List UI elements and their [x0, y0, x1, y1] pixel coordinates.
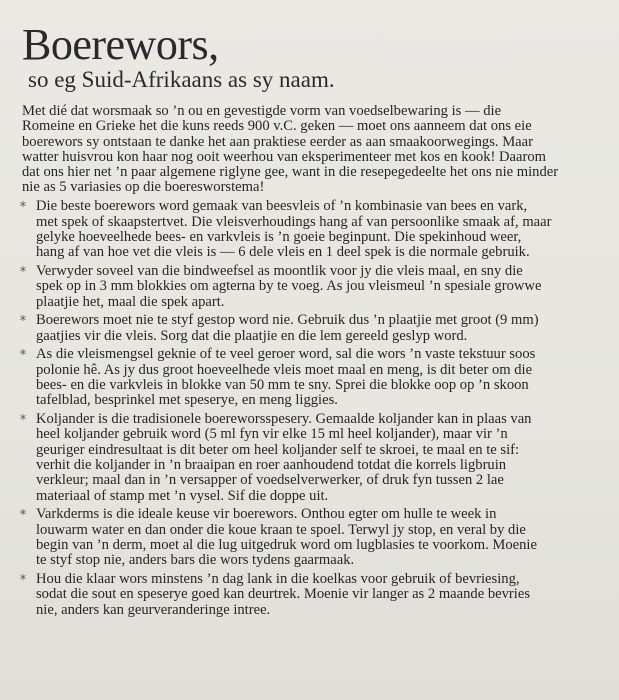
tip-line: begin van ’n derm, moet al die lug uitgedruk word om lugblasies te voorkom. Moenie — [36, 537, 537, 554]
page-subtitle: so eg Suid-Afrikaans as sy naam. — [28, 67, 335, 92]
tip-line: spek op in 3 mm blokkies om agterna by te voeg. As jou vleismeul ’n spesiale growwe — [36, 278, 542, 295]
tip-line: Boerewors moet nie te styf gestop word nie. Gebruik dus ’n plaatjie met groot (9 mm) — [36, 312, 539, 329]
tip-line: louwarm water en dan onder die koue kraan te spoel. Terwyl jy stop, en veral by die — [36, 521, 526, 538]
article-body — [16, 104, 596, 618]
tip-meat-selection — [16, 199, 596, 260]
tip-line: sodat die sout en speserye goed kan deurtrek. Moenie vir langer as 2 maande bevries — [36, 586, 530, 603]
tip-line: bees- en die varkvleis in blokke van 50 mm te sny. Sprei die blokke oop op ’n skoon — [36, 377, 529, 394]
intro-line: nie as 5 variasies op die boeresworstema! — [22, 179, 265, 196]
tip-stuffing — [16, 313, 596, 344]
intro-line: boerewors sy ontstaan te danke het aan praktiese eerder as aan smaakoorwegings. Maar — [22, 133, 533, 150]
tip-line: hang af van hoe vet die vleis is — 6 dele vleis en 1 deel spek is die normale gebruik. — [36, 244, 530, 261]
tip-line: gelyke hoeveelhede bees- en varkvleis is ’n goeie beginpunt. Die spekinhoud weer, — [36, 228, 522, 245]
intro-line: Met dié dat worsmaak so ’n ou en gevestigde vorm van voedselbewaring is — die — [22, 103, 502, 119]
bullet-icon: * — [19, 413, 27, 429]
tip-line: tafelblad, besprinkel met speserye, en meng liggies. — [36, 392, 338, 409]
tip-line: te styf stop nie, anders bars die wors tydens gaarmaak. — [36, 552, 355, 569]
bullet-icon: * — [19, 200, 27, 216]
bullet-icon: * — [19, 314, 27, 330]
intro-paragraph — [16, 104, 596, 196]
tip-casings — [16, 507, 596, 568]
page-title: Boerewors, — [22, 20, 219, 69]
tip-line: met spek of skaapstertvet. Die vleisverhoudings hang af van persoonlike smaak af, maar — [36, 213, 552, 230]
intro-line: dat ons hier net ’n paar algemene riglyne gee, want in die resepegedeelte het ons nie minder — [22, 164, 559, 181]
tip-line: polonie hê. As jy dus groot hoeveelhede vleis moet maal en meng, is dit beter om die — [36, 361, 533, 378]
tip-line: geuriger eindresultaat is dit beter om heel koljander self te skroei, te maal en te sif: — [36, 441, 520, 458]
tip-line: Verwyder soveel van die bindweefsel as moontlik voor jy die vleis maal, en sny die — [36, 262, 523, 279]
tip-mixing — [16, 347, 596, 408]
tip-storage — [16, 572, 596, 618]
tip-line: gaatjies vir die vleis. Sorg dat die plaatjie en die lem gereeld geslyp word. — [36, 327, 468, 344]
tip-line: verkleur; maal dan in ’n versapper of voedselverwerker, of druk fyn tussen 2 lae — [36, 472, 504, 489]
tip-line: Die beste boerewors word gemaak van beesvleis of ’n kombinasie van bees en vark, — [36, 198, 528, 215]
bullet-icon: * — [19, 264, 27, 280]
intro-line: Romeine en Grieke het die kuns reeds 900 v.C. geken — moet ons aanneem dat ons eie — [22, 118, 532, 135]
tip-line: Varkderms is die ideale keuse vir boerewors. Onthou egter om hulle te week in — [36, 506, 497, 523]
tip-line: As die vleismengsel geknie of te veel geroer word, sal die wors ’n vaste tekstuur soos — [36, 346, 536, 363]
tip-line: nie, anders kan geurveranderinge intree. — [36, 601, 271, 618]
tip-line: heel koljander gebruik word (5 ml fyn vir elke 15 ml heel koljander), maar vir ’n — [36, 426, 508, 443]
tip-connective-tissue — [16, 264, 596, 310]
tip-coriander — [16, 412, 596, 504]
tip-line: Koljander is die tradisionele boereworsspesery. Gemaalde koljander kan in plaas van — [36, 411, 532, 428]
intro-line: watter huisvrou kon haar nog ooit weerhou van eksperimenteer met kos en kook! Daarom — [22, 148, 546, 165]
bullet-icon: * — [19, 573, 27, 589]
bullet-icon: * — [19, 348, 27, 364]
bullet-icon: * — [19, 508, 27, 524]
tip-line: verhit die koljander in ’n braaipan en roer aanhoudend totdat die korrels ligbruin — [36, 457, 507, 474]
tip-line: materiaal of stamp met ’n vysel. Sif die doppe uit. — [36, 487, 329, 504]
tip-line: plaatjie het, maal die spek apart. — [36, 293, 225, 310]
tip-line: Hou die klaar wors minstens ’n dag lank in die koelkas voor gebruik of bevriesing, — [36, 571, 520, 588]
